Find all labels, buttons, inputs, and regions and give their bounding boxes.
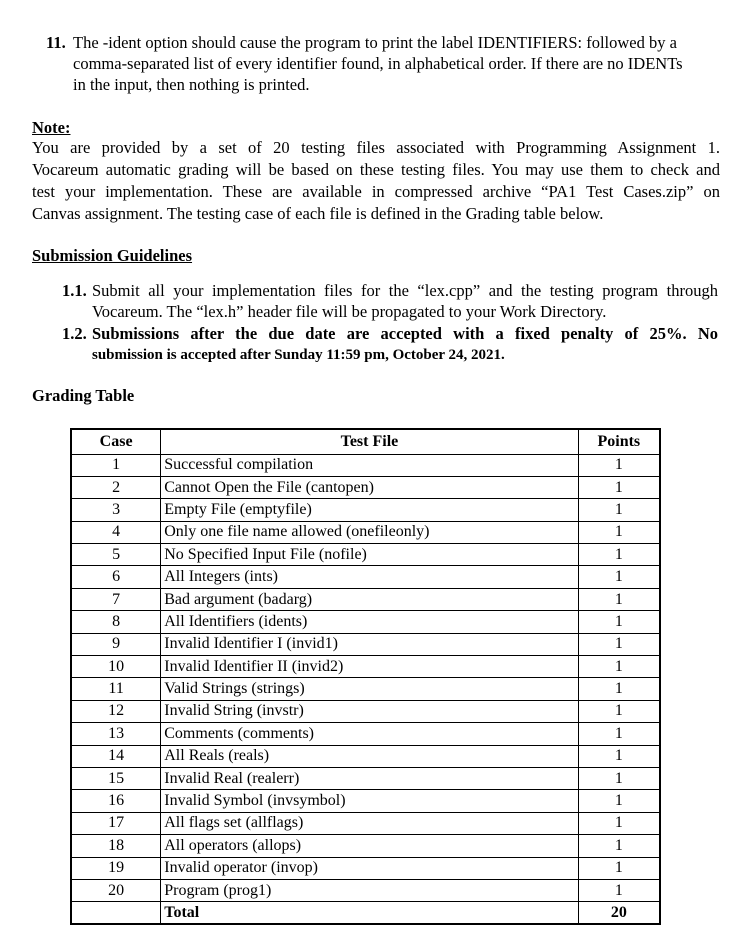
case-cell: 17 xyxy=(71,812,161,834)
item-11-line-1: The -ident option should cause the program to print the label IDENTIFIERS: followed by a xyxy=(73,33,677,52)
case-cell: 15 xyxy=(71,767,161,789)
points-cell: 1 xyxy=(578,521,660,543)
test-file-cell: All flags set (allflags) xyxy=(161,812,578,834)
table-row xyxy=(71,656,660,678)
note-line-4: Canvas assignment. The testing case of each file is defined in the Grading table below. xyxy=(32,204,604,223)
case-cell: 13 xyxy=(71,723,161,745)
item-11-line-3: in the input, then nothing is printed. xyxy=(73,75,310,94)
submission-item-number: 1.1. xyxy=(62,281,87,300)
submission-item-line-1: Submissions after the due date are accepted with a fixed penalty of 25%. No xyxy=(92,324,718,343)
table-row xyxy=(71,544,660,566)
points-cell: 1 xyxy=(578,745,660,767)
submission-item-line-1: Submit all your implementation files for the “lex.cpp” and the testing program through xyxy=(92,281,718,300)
table-row xyxy=(71,611,660,633)
test-file-cell: All Integers (ints) xyxy=(161,566,578,588)
points-cell: 1 xyxy=(578,857,660,879)
note-line-2: Vocareum automatic grading will be based on these testing files. You may use them to check and xyxy=(32,160,720,179)
total-case-cell xyxy=(71,902,161,924)
item-11-number: 11. xyxy=(46,33,66,52)
submission-heading: Submission Guidelines xyxy=(32,246,193,265)
total-points-cell: 20 xyxy=(578,902,660,924)
table-row xyxy=(71,767,660,789)
points-cell: 1 xyxy=(578,633,660,655)
column-header-case: Case xyxy=(71,429,161,454)
table-row xyxy=(71,499,660,521)
test-file-cell: Bad argument (badarg) xyxy=(161,588,578,610)
case-cell: 9 xyxy=(71,633,161,655)
submission-item-number: 1.2. xyxy=(62,324,87,343)
case-cell: 14 xyxy=(71,745,161,767)
case-cell: 10 xyxy=(71,656,161,678)
note-line-3: test your implementation. These are available in compressed archive “PA1 Test Cases.zip” on xyxy=(32,182,720,201)
grading-table xyxy=(70,428,661,925)
case-cell: 4 xyxy=(71,521,161,543)
submission-item-line-2: Vocareum. The “lex.h” header file will be propagated to your Work Directory. xyxy=(92,302,607,321)
table-row xyxy=(71,521,660,543)
points-cell: 1 xyxy=(578,723,660,745)
test-file-cell: Valid Strings (strings) xyxy=(161,678,578,700)
test-file-cell: Cannot Open the File (cantopen) xyxy=(161,476,578,498)
points-cell: 1 xyxy=(578,544,660,566)
points-cell: 1 xyxy=(578,656,660,678)
note-line-1: You are provided by a set of 20 testing files associated with Programming Assignment 1. xyxy=(32,138,720,157)
case-cell: 3 xyxy=(71,499,161,521)
table-row xyxy=(71,700,660,722)
table-row xyxy=(71,678,660,700)
test-file-cell: All operators (allops) xyxy=(161,835,578,857)
points-cell: 1 xyxy=(578,678,660,700)
table-row xyxy=(71,835,660,857)
points-cell: 1 xyxy=(578,566,660,588)
total-row xyxy=(71,902,660,924)
test-file-cell: Comments (comments) xyxy=(161,723,578,745)
case-cell: 7 xyxy=(71,588,161,610)
test-file-cell: Invalid Identifier I (invid1) xyxy=(161,633,578,655)
points-cell: 1 xyxy=(578,454,660,476)
points-cell: 1 xyxy=(578,879,660,901)
column-header-test-file: Test File xyxy=(161,429,578,454)
points-cell: 1 xyxy=(578,812,660,834)
note-paragraph xyxy=(32,137,720,225)
case-cell: 2 xyxy=(71,476,161,498)
table-row xyxy=(71,723,660,745)
item-11-line-2: comma-separated list of every identifier found, in alphabetical order. If there are no IDENTs xyxy=(73,54,683,73)
table-row xyxy=(71,588,660,610)
table-row xyxy=(71,812,660,834)
case-cell: 6 xyxy=(71,566,161,588)
case-cell: 1 xyxy=(71,454,161,476)
points-cell: 1 xyxy=(578,835,660,857)
case-cell: 8 xyxy=(71,611,161,633)
test-file-cell: All Identifiers (idents) xyxy=(161,611,578,633)
table-row xyxy=(71,566,660,588)
case-cell: 12 xyxy=(71,700,161,722)
table-row xyxy=(71,857,660,879)
table-header-row xyxy=(71,429,660,454)
test-file-cell: Only one file name allowed (onefileonly) xyxy=(161,521,578,543)
total-label-cell: Total xyxy=(161,902,578,924)
grading-table-heading: Grading Table xyxy=(32,386,135,405)
note-heading: Note: xyxy=(32,118,71,137)
test-file-cell: Successful compilation xyxy=(161,454,578,476)
test-file-cell: Empty File (emptyfile) xyxy=(161,499,578,521)
points-cell: 1 xyxy=(578,499,660,521)
test-file-cell: Invalid Real (realerr) xyxy=(161,767,578,789)
points-cell: 1 xyxy=(578,588,660,610)
test-file-cell: Program (prog1) xyxy=(161,879,578,901)
case-cell: 19 xyxy=(71,857,161,879)
table-row xyxy=(71,745,660,767)
case-cell: 16 xyxy=(71,790,161,812)
points-cell: 1 xyxy=(578,476,660,498)
points-cell: 1 xyxy=(578,767,660,789)
test-file-cell: Invalid String (invstr) xyxy=(161,700,578,722)
points-cell: 1 xyxy=(578,790,660,812)
case-cell: 18 xyxy=(71,835,161,857)
case-cell: 5 xyxy=(71,544,161,566)
test-file-cell: All Reals (reals) xyxy=(161,745,578,767)
points-cell: 1 xyxy=(578,700,660,722)
points-cell: 1 xyxy=(578,611,660,633)
test-file-cell: Invalid Symbol (invsymbol) xyxy=(161,790,578,812)
test-file-cell: Invalid operator (invop) xyxy=(161,857,578,879)
case-cell: 20 xyxy=(71,879,161,901)
table-row xyxy=(71,879,660,901)
table-row xyxy=(71,633,660,655)
test-file-cell: No Specified Input File (nofile) xyxy=(161,544,578,566)
column-header-points: Points xyxy=(578,429,660,454)
table-row xyxy=(71,454,660,476)
case-cell: 11 xyxy=(71,678,161,700)
submission-item-line-2: submission is accepted after Sunday 11:59 pm, October 24, 2021. xyxy=(92,347,505,363)
table-row xyxy=(71,476,660,498)
table-row xyxy=(71,790,660,812)
test-file-cell: Invalid Identifier II (invid2) xyxy=(161,656,578,678)
